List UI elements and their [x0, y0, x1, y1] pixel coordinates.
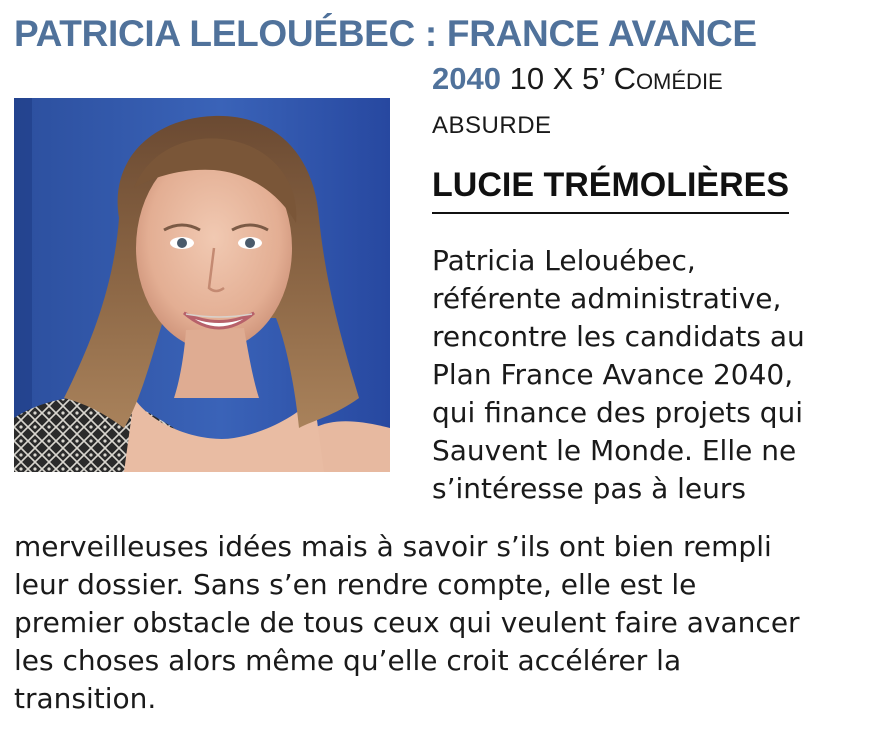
description-text-full-width: merveilleuses idées mais à savoir s’ils ont bien rempli leur dossier. Sans s’en rendre compte, elle est le premier obstacle de tous ceux qui veulent faire avancer les choses alors même qu’elle croit accélérer la transition. [14, 530, 800, 715]
episode-format [432, 56, 723, 102]
page-title: PATRICIA LELOUÉBEC : FRANCE AVANCE [14, 13, 757, 54]
author-name: LUCIE TRÉMOLIÈRES [432, 160, 789, 214]
genre-label-continued: ABSURDE [432, 112, 552, 139]
portrait-illustration [14, 98, 390, 472]
genre-label: Comédie [613, 61, 723, 96]
description-text-column: Patricia Lelouébec, référente administrative, rencontre les candidats au Plan France Avance 2040, qui finance des projets qui Sauvent le Monde. Elle ne s’intéresse pas à leurs [432, 244, 805, 505]
format-label: 10 X 5’ [500, 61, 614, 96]
year-label: 2040 [432, 61, 501, 96]
author-photo [14, 98, 390, 472]
